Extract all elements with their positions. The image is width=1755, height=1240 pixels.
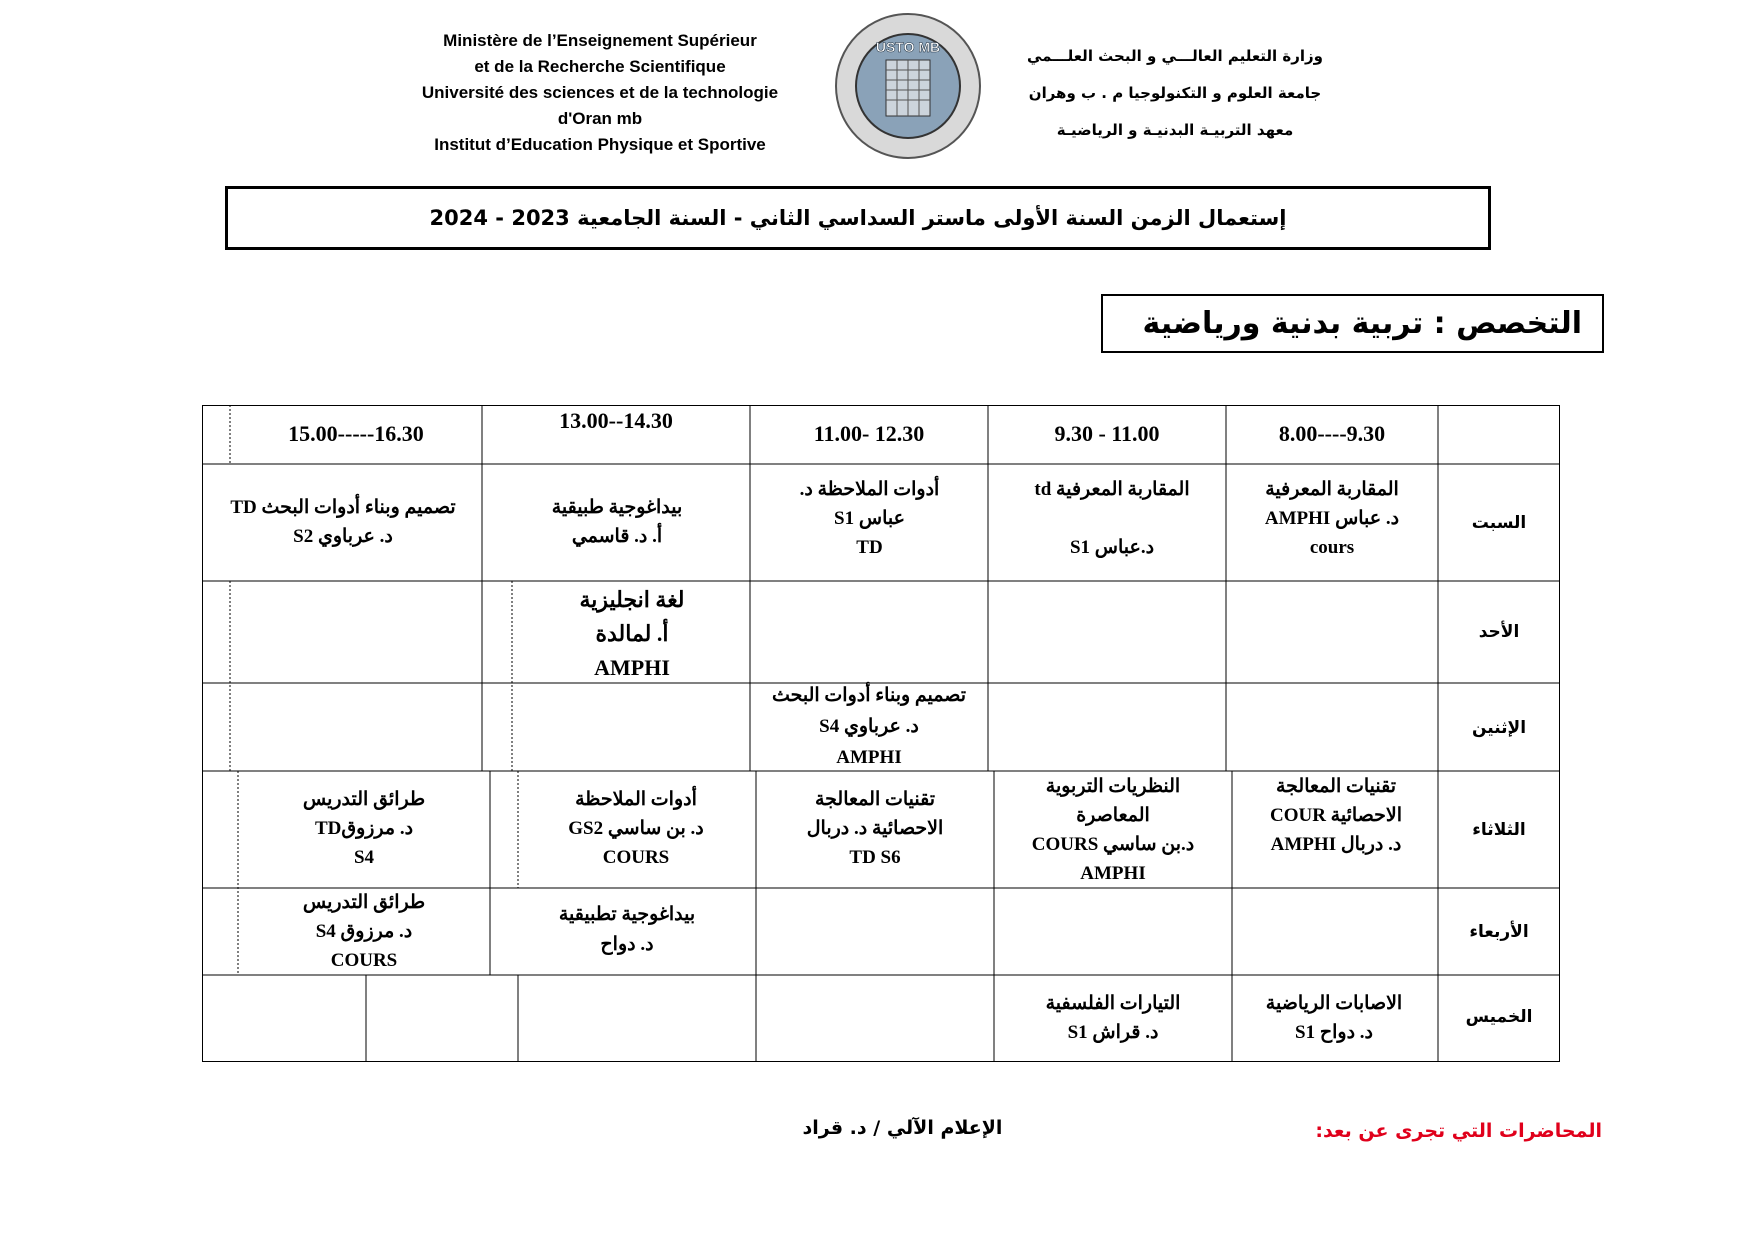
timetable (202, 405, 1560, 1062)
session-tue-5: طرائق التدريس د. مرزوقTD S4 (302, 789, 426, 868)
header-fr-line: Institut d’Education Physique et Sportive (434, 135, 766, 154)
session-thu-2: التيارات الفلسفية د. قراش S1 (1045, 993, 1181, 1043)
session-sat-3: أدوات الملاحظة د. عباس S1 TD (799, 479, 940, 558)
header-ar-line: وزارة التعليم العالـــي و البحث العلـــمي (1026, 47, 1324, 65)
session-tue-4: أدوات الملاحظة د. بن ساسي GS2 COURS (568, 789, 704, 868)
schedule-title-box (225, 186, 1491, 250)
session-wed-5: طرائق التدريس د. مرزوق S4 COURS (302, 892, 426, 971)
header-fr-line: d'Oran mb (557, 109, 643, 128)
day-sunday: الأحد (1478, 622, 1520, 642)
session-sat-1: المقاربة المعرفية د. عباس AMPHI cours (1264, 479, 1400, 558)
session-tue-2: النظريات التربوية المعاصرة د.بن ساسي COURS AMPHI (1031, 776, 1195, 884)
session-tue-1: تقنيات المعالجة الاحصائية COUR د. دربال AMPHI (1269, 776, 1403, 855)
day-saturday: السبت (1471, 513, 1527, 533)
day-tuesday: الثلاثاء (1472, 820, 1526, 840)
session-thu-1: الاصابات الرياضية د. دواح S1 (1265, 993, 1403, 1043)
header-french (385, 28, 815, 158)
time-slot-2: 9.30 - 11.00 (1054, 421, 1160, 446)
day-thursday: الخميس (1465, 1007, 1533, 1027)
header-arabic (1010, 38, 1340, 149)
session-sat-5: تصميم وبناء أدوات البحث TD د. عرباوي S2 (230, 497, 456, 547)
university-logo (834, 12, 982, 160)
session-sat-4: بيداغوجية طبيقية أ. د. قاسمي (551, 497, 683, 547)
specialty-label: التخصص : تربية بدنية ورياضية (1142, 306, 1582, 341)
session-wed-4: بيداغوجية تطبيقية د. دواح (558, 904, 696, 955)
session-tue-3: تقنيات المعالجة الاحصائية د. دربال TD S6 (806, 789, 944, 868)
time-slot-3: 11.00- 12.30 (813, 421, 925, 446)
session-mon-3: تصميم وبناء أدوات البحث د. عرباوي S4 AMPHI (771, 685, 967, 768)
header-ar-line: جامعة العلوم و التكنولوجيا م . ب وهران (1028, 84, 1322, 102)
remote-sessions-value: الإعلام الآلي / د. قراد (802, 1117, 1003, 1139)
logo-text: USTO MB (875, 39, 941, 55)
day-wednesday: الأربعاء (1469, 922, 1529, 942)
header-fr-line: et de la Recherche Scientifique (474, 57, 726, 76)
header-fr-line: Ministère de l’Enseignement Supérieur (443, 31, 757, 50)
header-ar-line: معهد التربيـة البدنيـة و الرياضيـة (1056, 121, 1294, 139)
time-slot-5: 15.00-----16.30 (288, 421, 424, 446)
time-slot-1: 8.00----9.30 (1278, 421, 1386, 446)
specialty-box (1101, 294, 1604, 353)
time-slot-4: 13.00--14.30 (559, 408, 673, 433)
session-sun-4: لغة انجليزية أ. لمالدة AMPHI (579, 587, 685, 680)
header-fr-line: Université des sciences et de la technologie (421, 83, 779, 102)
remote-sessions-label: المحاضرات التي تجرى عن بعد: (1315, 1120, 1602, 1142)
day-monday: الإثنين (1471, 718, 1527, 738)
session-sat-2: المقاربة المعرفية td د.عباس S1 (1034, 479, 1190, 558)
schedule-title: إستعمال الزمن السنة الأولى ماستر السداسي الثاني - السنة الجامعية 2023 - 2024 (429, 206, 1287, 230)
